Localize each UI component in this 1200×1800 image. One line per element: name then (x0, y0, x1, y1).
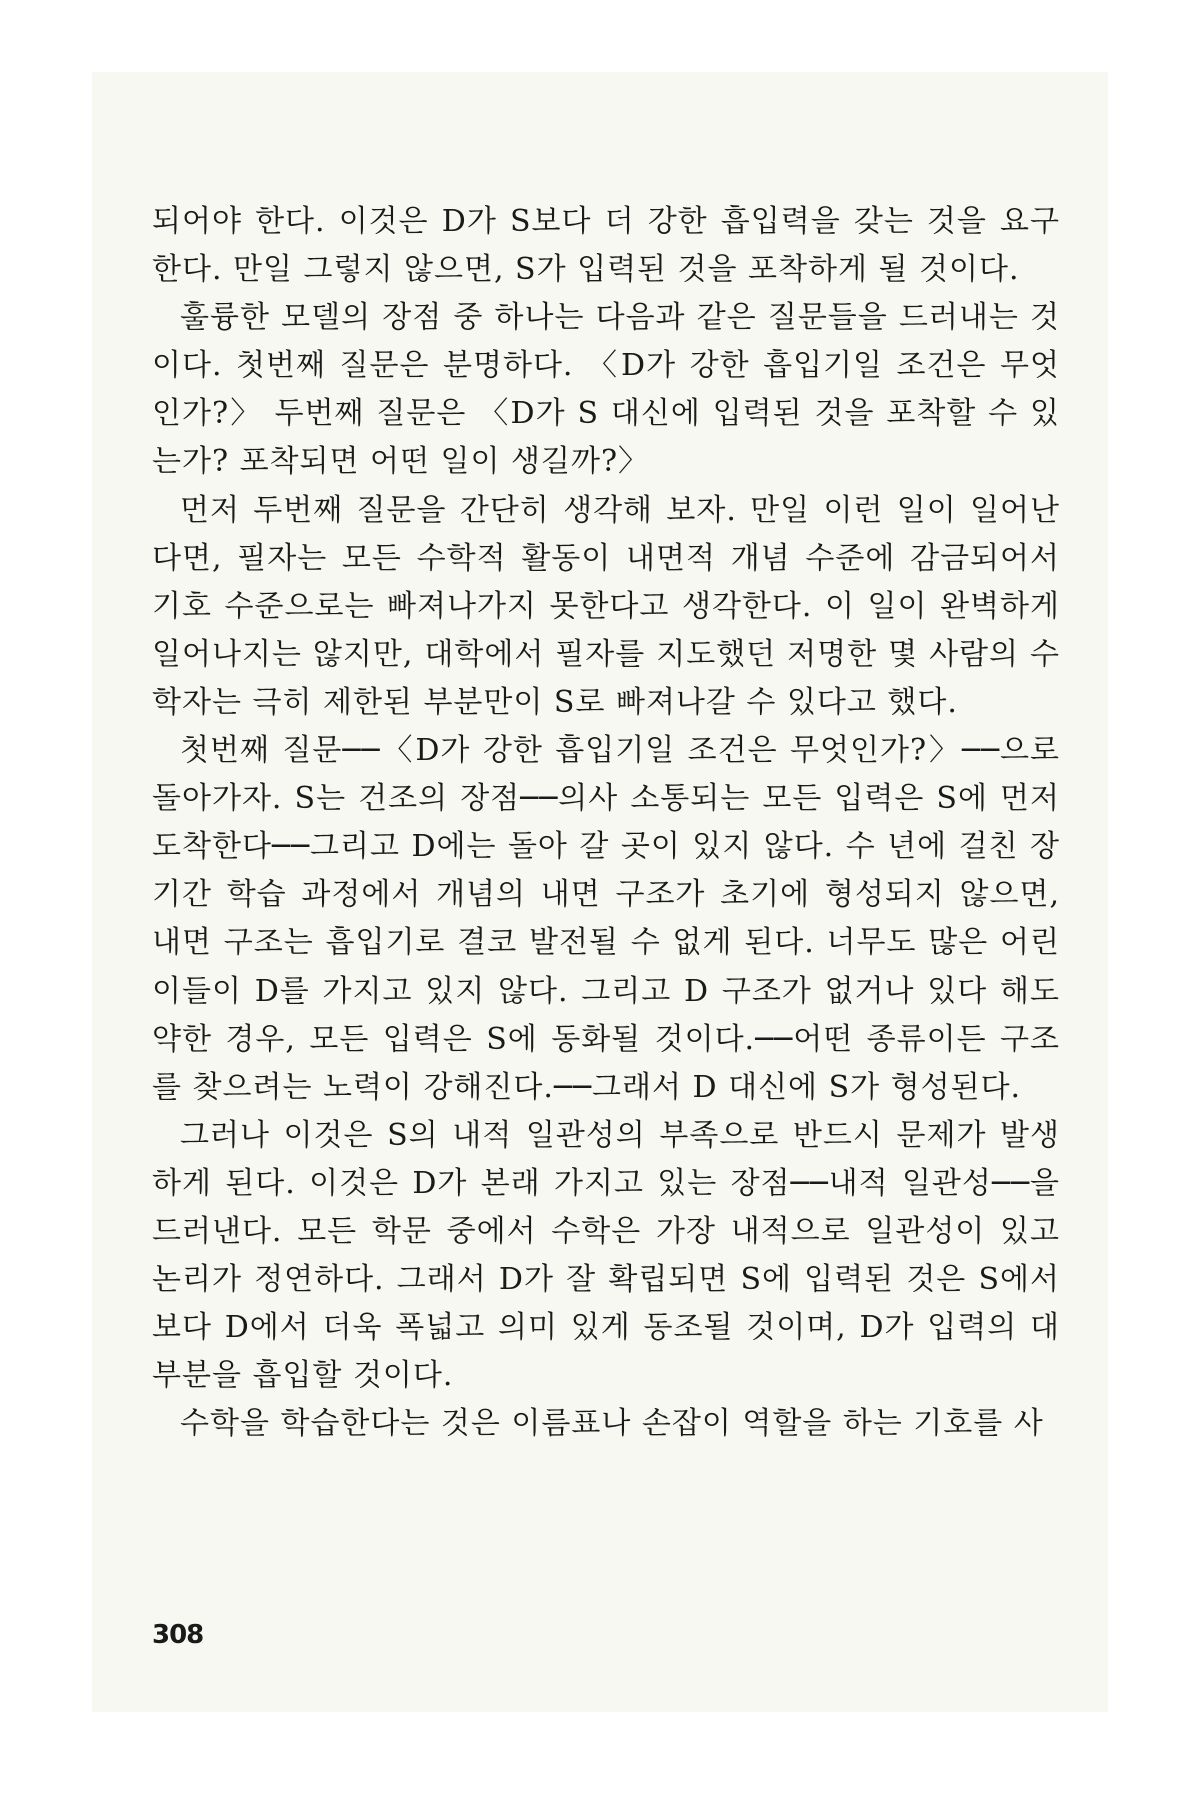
page-number: 308 (152, 1620, 204, 1650)
paragraph: 훌륭한 모델의 장점 중 하나는 다음과 같은 질문들을 드러내는 것이다. 첫번째 질문은 분명하다. 〈D가 강한 흡입기일 조건은 무엇인가?〉 두번째 질문은 〈D가 S 대신에 입력된 것을 포착할 수 있는가? 포착되면 어떤 일이 생길까?〉 (152, 300, 1060, 480)
body-text (152, 198, 1060, 1448)
paragraph: 그러나 이것은 S의 내적 일관성의 부족으로 반드시 문제가 발생하게 된다. 이것은 D가 본래 가지고 있는 장점──내적 일관성──을 드러낸다. 모든 학문 중에서 수학은 가장 내적으로 일관성이 있고 논리가 정연하다. 그래서 D가 잘 확립되면 S에 입력된 것은 S에서보다 D에서 더욱 폭넓고 의미 있게 동조될 것이며, D가 입력의 대부분을 흡입할 것이다. (152, 1117, 1060, 1394)
paragraph: 되어야 한다. 이것은 D가 S보다 더 강한 흡입력을 갖는 것을 요구한다. 만일 그렇지 않으면, S가 입력된 것을 포착하게 될 것이다. (152, 204, 1060, 288)
paragraph: 첫번째 질문──〈D가 강한 흡입기일 조건은 무엇인가?〉──으로 돌아가자. S는 건조의 장점──의사 소통되는 모든 입력은 S에 먼저 도착한다──그리고 D에는 돌아 갈 곳이 있지 않다. 수 년에 걸친 장기간 학습 과정에서 개념의 내면 구조가 초기에 형성되지 않으면, 내면 구조는 흡입기로 결코 발전될 수 없게 된다. 너무도 많은 어린이들이 D를 가지고 있지 않다. 그리고 D 구조가 없거나 있다 해도 약한 경우, 모든 입력은 S에 동화될 것이다.──어떤 종류이든 구조를 찾으려는 노력이 강해진다.──그래서 D 대신에 S가 형성된다. (152, 733, 1060, 1105)
paragraph: 수학을 학습한다는 것은 이름표나 손잡이 역할을 하는 기호를 사 (180, 1406, 1044, 1442)
paragraph: 먼저 두번째 질문을 간단히 생각해 보자. 만일 이런 일이 일어난다면, 필자는 모든 수학적 활동이 내면적 개념 수준에 감금되어서 기호 수준으로는 빠져나가지 못한다고 생각한다. 이 일이 완벽하게 일어나지는 않지만, 대학에서 필자를 지도했던 저명한 몇 사람의 수학자는 극히 제한된 부분만이 S로 빠져나갈 수 있다고 했다. (152, 492, 1060, 720)
